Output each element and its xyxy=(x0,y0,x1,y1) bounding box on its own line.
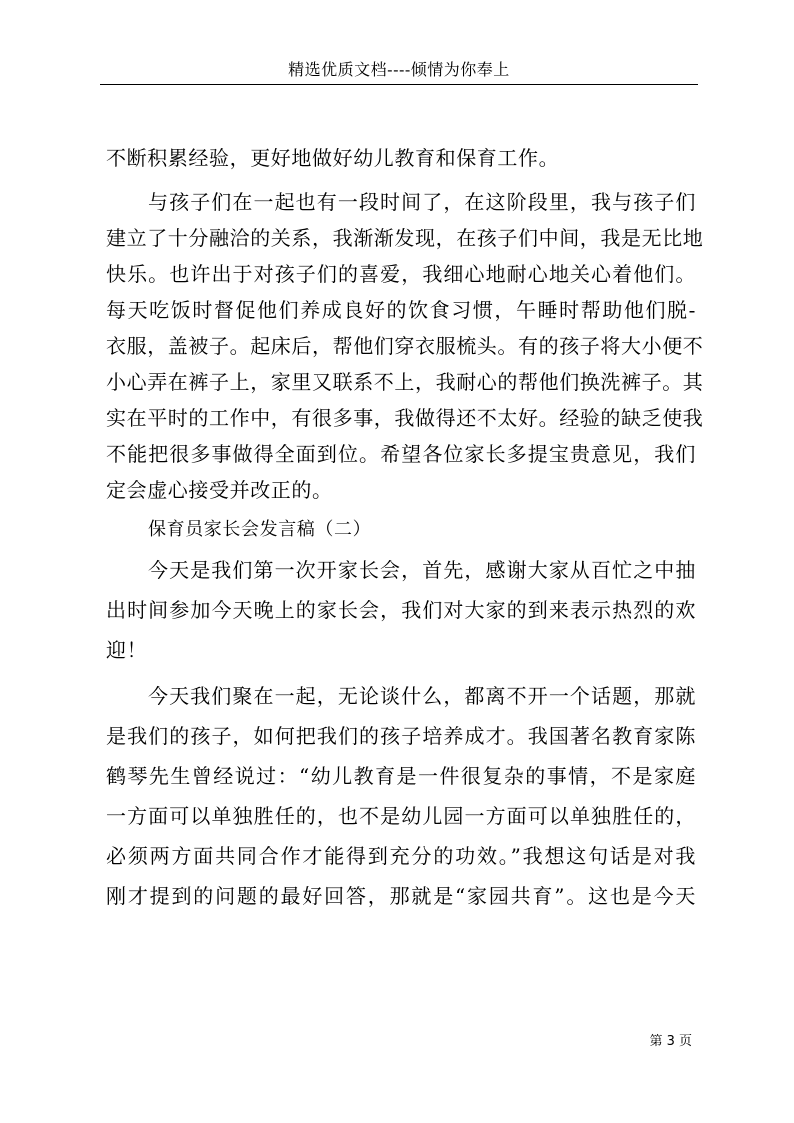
paragraph-line: 出时间参加今天晚上的家长会，我们对大家的到来表示热烈的欢 xyxy=(106,598,696,622)
paragraph-line: 今天是我们第一次开家长会，首先，感谢大家从百忙之中抽 xyxy=(148,558,696,582)
paragraph-line: 每天吃饭时督促他们养成良好的饮食习惯，午睡时帮助他们脱- xyxy=(106,298,696,322)
paragraph-line: 衣服，盖被子。起床后，帮他们穿衣服梳头。有的孩子将大小便不 xyxy=(106,334,704,358)
paragraph-line: 今天我们聚在一起，无论谈什么，都离不开一个话题，那就 xyxy=(148,684,696,708)
paragraph-line: 刚才提到的问题的最好回答，那就是“家园共育”。这也是今天 xyxy=(106,884,696,908)
paragraph-line: 与孩子们在一起也有一段时间了，在这阶段里，我与孩子们 xyxy=(148,190,696,214)
section-subtitle: 保育员家长会发言稿（二） xyxy=(148,519,372,540)
paragraph-line: 小心弄在裤子上，家里又联系不上，我耐心的帮他们换洗裤子。其 xyxy=(106,370,704,394)
paragraph-line: 必须两方面共同合作才能得到充分的功效。”我想这句话是对我 xyxy=(106,844,696,868)
page-header: 精选优质文档----倾情为你奉上 xyxy=(100,56,698,85)
paragraph-line: 鹤琴先生曾经说过：“幼儿教育是一件很复杂的事情，不是家庭 xyxy=(106,764,696,788)
paragraph-line: 建立了十分融洽的关系，我渐渐发现，在孩子们中间，我是无比地 xyxy=(106,226,704,250)
paragraph-line: 实在平时的工作中，有很多事，我做得还不太好。经验的缺乏使我 xyxy=(106,406,704,430)
paragraph-line: 不能把很多事做得全面到位。希望各位家长多提宝贵意见，我们 xyxy=(106,442,696,466)
page-number: 第 3 页 xyxy=(649,1034,692,1049)
document-body xyxy=(106,140,704,914)
paragraph-line: 定会虚心接受并改正的。 xyxy=(106,478,333,502)
paragraph-line: 一方面可以单独胜任的，也不是幼儿园一方面可以单独胜任的， xyxy=(106,804,696,828)
paragraph-line: 迎！ xyxy=(106,638,148,662)
paragraph-line: 不断积累经验，更好地做好幼儿教育和保育工作。 xyxy=(106,146,560,170)
paragraph-line: 快乐。也许出于对孩子们的喜爱，我细心地耐心地关心着他们。 xyxy=(106,262,696,286)
paragraph-line: 是我们的孩子，如何把我们的孩子培养成才。我国著名教育家陈 xyxy=(106,724,696,748)
